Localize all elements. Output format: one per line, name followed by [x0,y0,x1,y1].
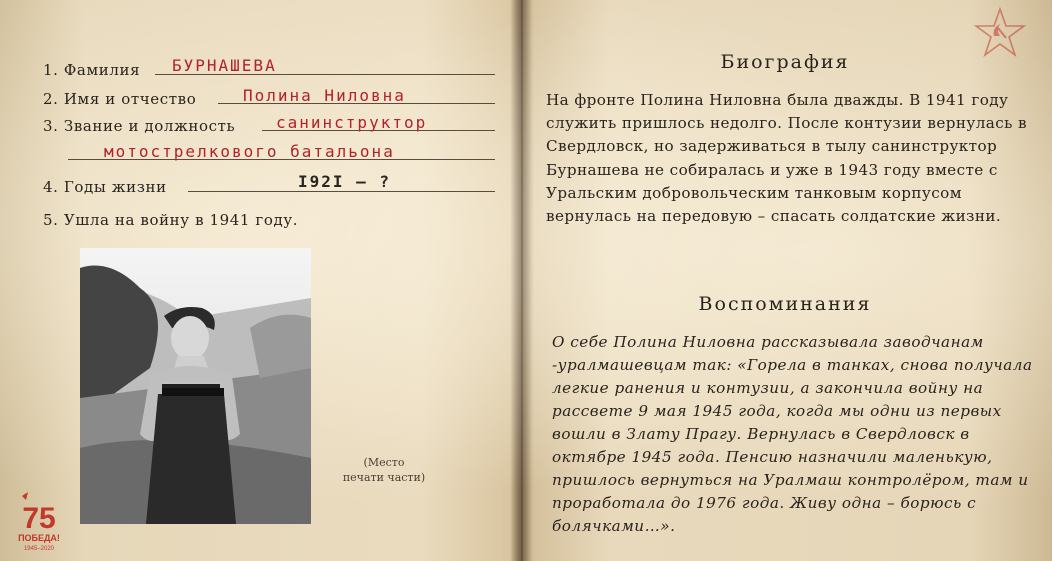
field-war-label: 5. Ушла на войну в 1941 году. [43,211,299,229]
field-years-line [188,191,495,192]
field-rank-label: 3. Звание и должность [43,117,236,135]
victory-logo-years: 1945–2020 [23,546,55,552]
soldier-portrait [80,248,311,524]
book-spine [510,0,534,561]
victory-75-logo-graphic [14,490,64,552]
biography-title: Биография [720,51,850,73]
field-years-value: I92I — ? [298,172,392,191]
field-name-label: 2. Имя и отчество [43,90,197,108]
stamp-placeholder [324,455,444,485]
stamp-placeholder-line2: печати части) [342,471,426,484]
memories-title: Воспоминания [698,293,872,315]
field-surname-value: БУРНАШЕВА [172,56,277,75]
victory-75-logo [14,490,64,552]
star-with-hammer-sickle-icon [974,6,1026,58]
biography-text: На фронте Полина Ниловна была дважды. В 1941 году служить пришлось недолго. После контузии вернулась в Свердловск, но задерживаться в тылу санинструктор Бурнашева не собиралась и уже в 1943 году вместе с Уральским добровольческим танковым корпусом вернулась на передовую – спасать солдатские жизни. [546,91,1027,226]
stamp-placeholder-line1: (Место [363,456,405,469]
soldier-portrait-photo [80,248,311,524]
victory-logo-number: 75 [22,502,56,535]
memories-text: О себе Полина Ниловна рассказывала заводчанам -уралмашевцам так: «Горела в танках, снова получала легкие ранения и контузии, а закончила войну на рассвете 9 мая 1945 года, когда мы одни из первых вошли в Злату Прагу. Вернулась в Свердловск в октябре 1945 года. Пенсию назначили маленькую, пришлось вернуться на Уралмаш контролёром, там и проработала до 1976 года. Живу одна – борюсь с болячками…». [552,333,1033,535]
field-rank-value-line2: мотострелкового батальона [104,142,395,161]
field-rank-value-line1: санинструктор [276,113,428,132]
field-name-value: Полина Ниловна [243,86,406,105]
victory-logo-word: ПОБЕДА! [18,533,60,543]
field-years-label: 4. Годы жизни [43,178,167,196]
field-surname-label: 1. Фамилия [43,61,141,79]
